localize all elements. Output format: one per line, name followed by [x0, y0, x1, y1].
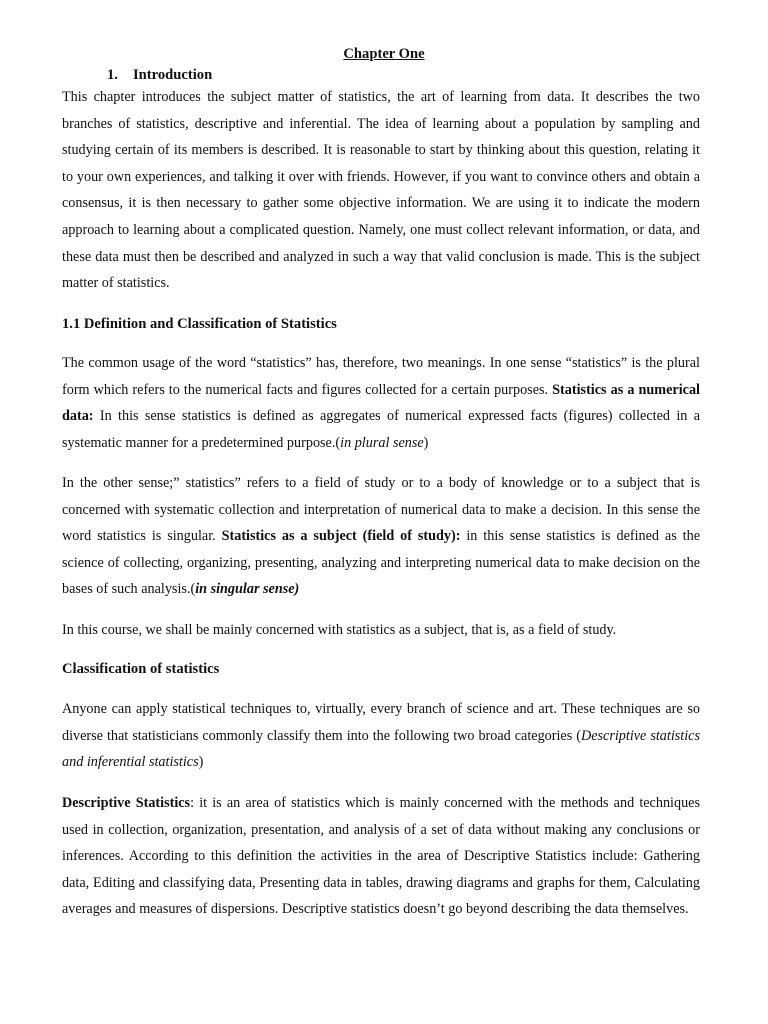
section-number: 1.	[107, 67, 118, 83]
term-subject: Statistics as a subject (field of study):	[221, 528, 461, 545]
paragraph-classification: Anyone can apply statistical techniques to, virtually, every branch of science and art. These techniques are so diverse that statisticians commonly classify them into the following two broad categories (Descriptive statistics and inferential statistics)	[62, 701, 700, 771]
paragraph-plural-sense: The common usage of the word “statistics” has, therefore, two meanings. In one sense “statistics” is the plural form which refers to the numerical facts and figures collected for a certain purposes. Statistics as a numerical data: In this sense statistics is defined as aggregates of numerical expressed facts (figures) collected in a systematic manner for a predetermined purpose.(in plural sense)	[62, 355, 700, 451]
paragraph-descriptive-statistics: Descriptive Statistics: it is an area of statistics which is mainly concerned with the methods and techniques used in collection, organization, presentation, and analysis of a set of data without making any conclusions or inferences. According to this definition the activities in the area of Descriptive Statistics include: Gathering data, Editing and classifying data, Presenting data in tables, drawing diagrams and graphs for them, Calculating averages and measures of dispersions. Descriptive statistics doesn’t go beyond describing the data themselves.	[62, 795, 700, 918]
intro-paragraph: This chapter introduces the subject matter of statistics, the art of learning from data. It describes the two branches of statistics, descriptive and inferential. The idea of learning about a population by sampling and studying certain of its members is described. It is reasonable to start by thinking about this question, relating it to your own experiences, and talking it over with friends. However, if you want to convince others and obtain a consensus, it is then necessary to gather some objective information. We are using it to indicate the modern approach to learning about a complicated question. Namely, one must collect relevant information, or data, and these data must then be described and analyzed in such a way that valid conclusion is made. This is the subject matter of statistics.	[62, 89, 700, 292]
term-numerical-data: Statistics as a numerical data:	[62, 381, 700, 425]
term-descriptive-statistics: Descriptive Statistics	[62, 795, 191, 811]
section-heading-introduction	[107, 67, 212, 84]
chapter-title: Chapter One	[343, 46, 425, 62]
section-heading-definition: 1.1 Definition and Classification of Statistics	[62, 316, 337, 332]
section-title: Introduction	[133, 67, 213, 83]
section-heading-classification: Classification of statistics	[62, 661, 220, 677]
paragraph-course-focus: In this course, we shall be mainly concerned with statistics as a subject, that is, as a field of study.	[62, 622, 617, 638]
paragraph-singular-sense: In the other sense;” statistics” refers to a field of study or to a body of knowledge or to a subject that is concerned with systematic collection and interpretation of numerical data to make a decision. In this sense the word statistics is singular. Statistics as a subject (field of study): in this sense statistics is defined as the science of collecting, organizing, presenting, analyzing and interpreting numerical data to make decision on the bases of such analysis.(in singular sense)	[62, 475, 700, 598]
